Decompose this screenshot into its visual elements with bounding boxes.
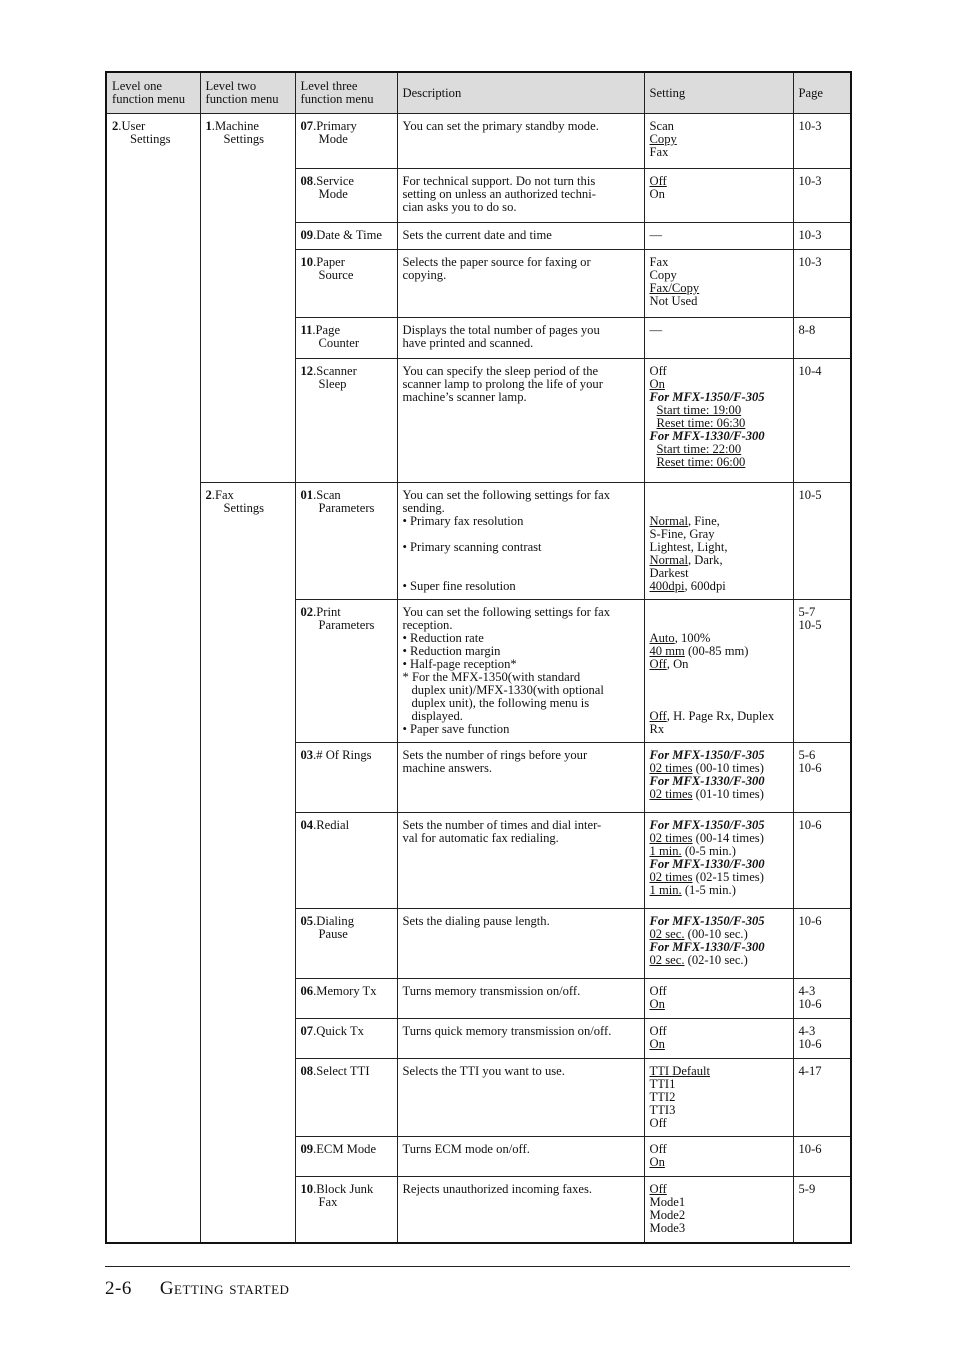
- level-three-item: 03.# Of Rings: [295, 743, 397, 813]
- level-two-fax-settings: 2.Fax Settings: [200, 483, 295, 1243]
- page-cell: 10-3: [793, 114, 851, 169]
- setting-cell: Off Mode1 Mode2 Mode3: [644, 1177, 793, 1243]
- level-three-item: 08.Service Mode: [295, 169, 397, 223]
- level-three-item: 10.Block Junk Fax: [295, 1177, 397, 1243]
- setting-cell: Fax Copy Fax/Copy Not Used: [644, 250, 793, 318]
- description-cell: Displays the total number of pages you have printed and scanned.: [397, 318, 644, 359]
- setting-cell: TTI Default TTI1 TTI2 TTI3 Off: [644, 1059, 793, 1137]
- level-three-item: 02.Print Parameters: [295, 600, 397, 743]
- page-cell: 8-8: [793, 318, 851, 359]
- level-two-machine-settings: 1.Machine Settings: [200, 114, 295, 483]
- setting-cell: —: [644, 223, 793, 250]
- page-footer: [105, 1278, 289, 1300]
- description-cell: You can set the following settings for fax reception. • Reduction rate • Reduction margin • Half-page reception* * For the MFX-1350(with standard duplex unit)/MFX-1330(with optional duplex unit), the following menu is displayed. • Paper save function: [397, 600, 644, 743]
- page-cell: 5-9: [793, 1177, 851, 1243]
- table-row: [106, 483, 851, 600]
- section-title: Getting started: [159, 1278, 290, 1299]
- setting-cell: Off On For MFX-1350/F-305 Start time: 19:00 Reset time: 06:30 For MFX-1330/F-300 Start time: 22:00 Reset time: 06:00: [644, 359, 793, 483]
- header-setting: Setting: [644, 72, 793, 114]
- setting-cell: For MFX-1350/F-305 02 times (00-10 times) For MFX-1330/F-300 02 times (01-10 times): [644, 743, 793, 813]
- description-cell: Turns ECM mode on/off.: [397, 1137, 644, 1177]
- description-cell: Turns quick memory transmission on/off.: [397, 1019, 644, 1059]
- page-cell: 10-3: [793, 223, 851, 250]
- level-three-item: 01.Scan Parameters: [295, 483, 397, 600]
- page-cell: 4-3 10-6: [793, 1019, 851, 1059]
- setting-cell: Normal, Fine, S-Fine, Gray Lightest, Light, Normal, Dark, Darkest 400dpi, 600dpi: [644, 483, 793, 600]
- description-cell: Rejects unauthorized incoming faxes.: [397, 1177, 644, 1243]
- header-description: Description: [397, 72, 644, 114]
- setting-cell: For MFX-1350/F-305 02 sec. (00-10 sec.) For MFX-1330/F-300 02 sec. (02-10 sec.): [644, 909, 793, 979]
- header-level-three: Level three function menu: [295, 72, 397, 114]
- setting-cell: Off On: [644, 169, 793, 223]
- setting-cell: —: [644, 318, 793, 359]
- header-page: Page: [793, 72, 851, 114]
- level-three-item: 09.Date & Time: [295, 223, 397, 250]
- page-cell: 10-5: [793, 483, 851, 600]
- setting-cell: Off On: [644, 1137, 793, 1177]
- page-cell: 5-6 10-6: [793, 743, 851, 813]
- level-three-item: 04.Redial: [295, 813, 397, 909]
- description-cell: Sets the dialing pause length.: [397, 909, 644, 979]
- level-three-item: 06.Memory Tx: [295, 979, 397, 1019]
- level-three-item: 10.Paper Source: [295, 250, 397, 318]
- page-cell: 4-3 10-6: [793, 979, 851, 1019]
- setting-cell: Off On: [644, 979, 793, 1019]
- function-menu-table: [105, 71, 852, 1244]
- setting-cell: Scan Copy Fax: [644, 114, 793, 169]
- description-cell: For technical support. Do not turn this setting on unless an authorized techni- cian asks you to do so.: [397, 169, 644, 223]
- page-cell: 10-4: [793, 359, 851, 483]
- description-cell: Sets the current date and time: [397, 223, 644, 250]
- table-row: [106, 114, 851, 169]
- header-level-one: Level one function menu: [106, 72, 200, 114]
- setting-cell: Off On: [644, 1019, 793, 1059]
- page-cell: 4-17: [793, 1059, 851, 1137]
- page-cell: 5-7 10-5: [793, 600, 851, 743]
- level-three-item: 09.ECM Mode: [295, 1137, 397, 1177]
- description-cell: Sets the number of rings before your machine answers.: [397, 743, 644, 813]
- page-number: 2-6: [105, 1278, 132, 1299]
- level-three-item: 11.Page Counter: [295, 318, 397, 359]
- setting-cell: Auto, 100% 40 mm (00-85 mm) Off, On Off, H. Page Rx, Duplex Rx: [644, 600, 793, 743]
- description-cell: You can set the following settings for fax sending. • Primary fax resolution • Primary scanning contrast • Super fine resolution: [397, 483, 644, 600]
- setting-cell: For MFX-1350/F-305 02 times (00-14 times) 1 min. (0-5 min.) For MFX-1330/F-300 02 times (02-15 times) 1 min. (1-5 min.): [644, 813, 793, 909]
- page-cell: 10-6: [793, 1137, 851, 1177]
- page-cell: 10-6: [793, 909, 851, 979]
- level-three-item: 12.Scanner Sleep: [295, 359, 397, 483]
- level-three-item: 05.Dialing Pause: [295, 909, 397, 979]
- level-three-item: 08.Select TTI: [295, 1059, 397, 1137]
- table-header-row: [106, 72, 851, 114]
- level-three-item: 07.Primary Mode: [295, 114, 397, 169]
- level-three-item: 07.Quick Tx: [295, 1019, 397, 1059]
- description-cell: You can specify the sleep period of the scanner lamp to prolong the life of your machine’s scanner lamp.: [397, 359, 644, 483]
- header-level-two: Level two function menu: [200, 72, 295, 114]
- description-cell: Sets the number of times and dial inter- val for automatic fax redialing.: [397, 813, 644, 909]
- description-cell: Turns memory transmission on/off.: [397, 979, 644, 1019]
- page-cell: 10-6: [793, 813, 851, 909]
- description-cell: You can set the primary standby mode.: [397, 114, 644, 169]
- page-cell: 10-3: [793, 169, 851, 223]
- description-cell: Selects the TTI you want to use.: [397, 1059, 644, 1137]
- footer-rule: [105, 1266, 850, 1267]
- page-cell: 10-3: [793, 250, 851, 318]
- description-cell: Selects the paper source for faxing or copying.: [397, 250, 644, 318]
- level-one-user-settings: 2.User Settings: [106, 114, 200, 1243]
